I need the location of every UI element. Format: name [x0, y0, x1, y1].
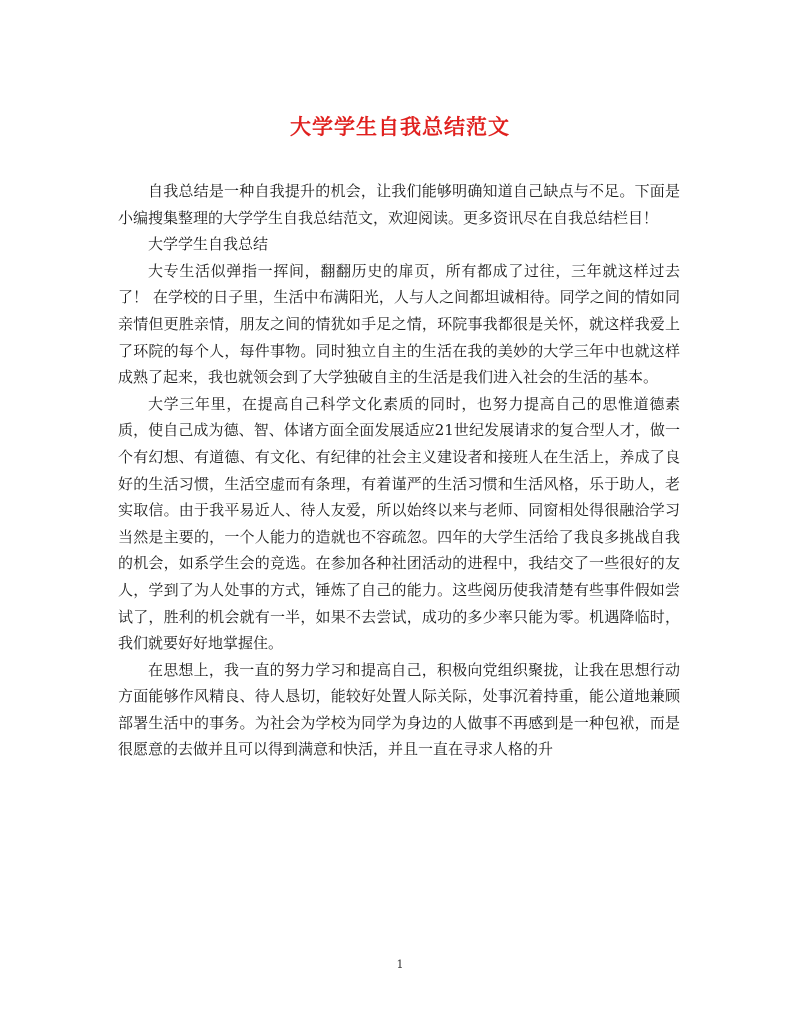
body-paragraph: 大专生活似弹指一挥间，翻翻历史的扉页，所有都成了过往，三年就这样过去了！ 在学校的日子里，生活中布满阳光，人与人之间都坦诚相待。同学之间的情如同亲情但更胜亲情，朋友之间的情犹如手足之情，环院事我都很是关怀，就这样我爱上了环院的每个人，每件事物。同时独立自主的生活在我的美妙的大学三年中也就这样成熟了起来，我也就领会到了大学独破自主的生活是我们进入社会的生活的基本。 [118, 261, 680, 387]
document-body [118, 178, 680, 763]
body-paragraph: 大学三年里，在提高自己科学文化素质的同时，也努力提高自己的思惟道德素质，使自己成为德、智、体诸方面全面发展适应21世纪发展请求的复合型人才，做一个有幻想、有道德、有文化、有纪律的社会主义建设者和接班人在生活上，养成了良好的生活习惯，生活空虚而有条理，有着谨严的生活习惯和生活风格，乐于助人，老实取信。由于我平易近人、待人友爱，所以始终以来与老师、同窗相处得很融洽学习当然是主要的，一个人能力的造就也不容疏忽。四年的大学生活给了我良多挑战自我的机会，如系学生会的竞选。在参加各种社团活动的进程中，我结交了一些很好的友人，学到了为人处事的方式，锤炼了自己的能力。这些阅历使我清楚有些事件假如尝试了，胜利的机会就有一半，如果不去尝试，成功的多少率只能为零。机遇降临时，我们就要好好地掌握住。 [118, 394, 680, 653]
intro-paragraph: 自我总结是一种自我提升的机会，让我们能够明确知道自己缺点与不足。下面是小编搜集整理的大学学生自我总结范文，欢迎阅读。更多资讯尽在自我总结栏目！ [118, 182, 680, 227]
section-heading: 大学学生自我总结 [148, 235, 269, 254]
document-title: 大学学生自我总结范文 [290, 114, 510, 139]
body-paragraph: 在思想上，我一直的努力学习和提高自己，积极向党组织聚拢，让我在思想行动方面能够作风精良、待人恳切，能较好处置人际关际，处事沉着持重，能公道地兼顾部署生活中的事务。为社会为学校为同学为身边的人做事不再感到是一种包袱，而是很愿意的去做并且可以得到满意和快活，并且一直在寻求人格的升 [118, 660, 680, 759]
page-number: 1 [396, 958, 404, 971]
